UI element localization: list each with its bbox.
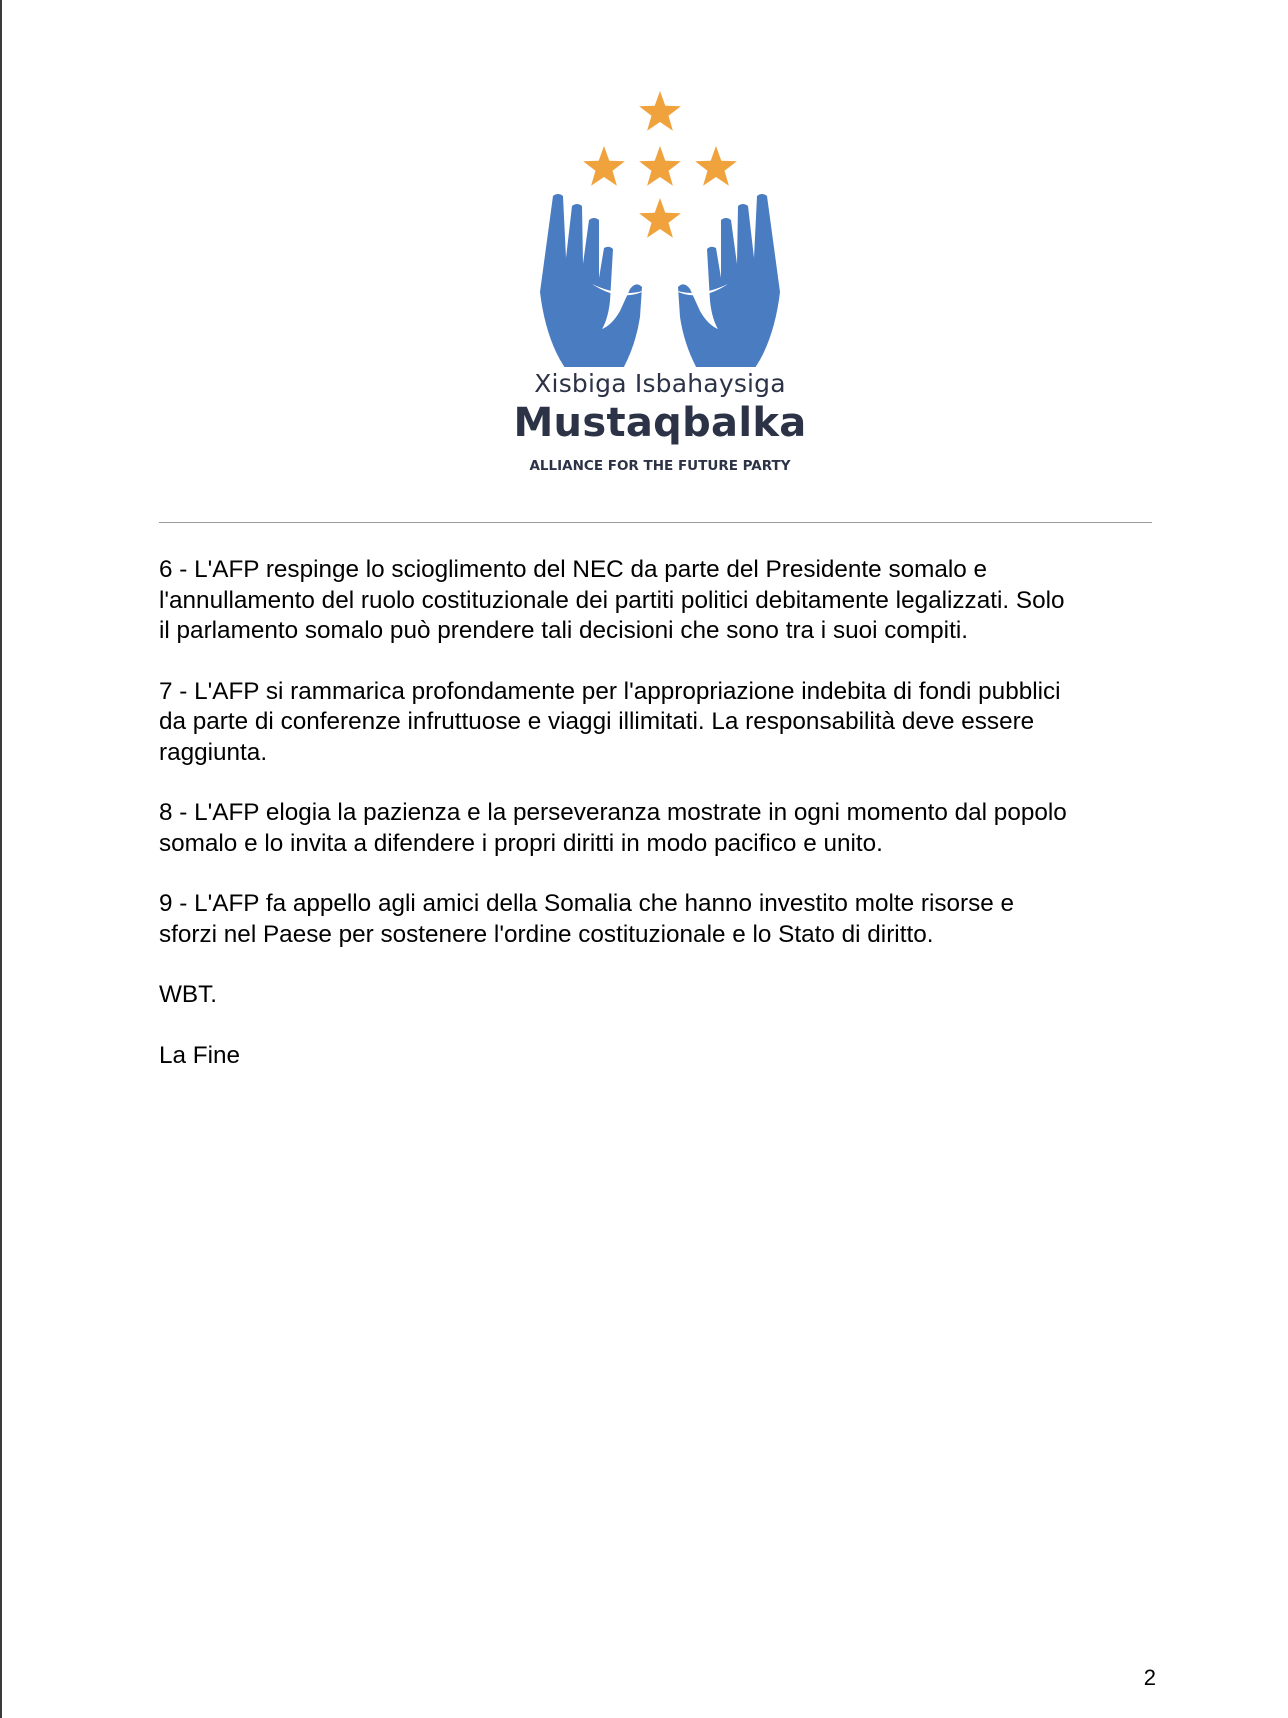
page-left-edge: [0, 0, 2, 1718]
text-line: raggiunta.: [159, 738, 268, 766]
text-line: da parte di conferenze infruttuose e viaggi illimitati. La responsabilità deve essere: [159, 708, 1035, 735]
text-line: 8 - L'AFP elogia la pazienza e la perseveranza mostrate in ogni momento dal popolo: [159, 799, 1067, 826]
star-left-icon: [583, 146, 625, 186]
document-body: [159, 555, 1159, 1101]
text-line: 6 - L'AFP respinge lo scioglimento del NEC da parte del Presidente somalo e: [159, 556, 988, 583]
text-line: il parlamento somalo può prendere tali decisioni che sono tra i suoi compiti.: [159, 617, 968, 644]
star-top-icon: [639, 91, 681, 131]
closing-wbt: [159, 980, 1159, 1011]
logo-name-somali: Xisbiga Isbahaysiga: [534, 369, 786, 398]
paragraph-9: [159, 889, 1159, 950]
text-line: La Fine: [159, 1041, 241, 1069]
closing-la-fine: [159, 1041, 1159, 1072]
hands-holding-stars-icon: [510, 82, 810, 367]
logo-name-english: ALLIANCE FOR THE FUTURE PARTY: [529, 458, 791, 474]
page-number: 2: [1143, 1665, 1156, 1690]
header-divider: [159, 522, 1152, 523]
star-right-icon: [695, 146, 737, 186]
text-line: somalo e lo invita a difendere i propri diritti in modo pacifico e unito.: [159, 829, 883, 857]
logo-name-main: Mustaqbalka: [513, 400, 807, 446]
paragraph-8: [159, 798, 1159, 859]
paragraph-7: [159, 677, 1159, 769]
text-line: 7 - L'AFP si rammarica profondamente per l'appropriazione indebita di fondi pubblici: [159, 677, 1061, 705]
text-line: l'annullamento del ruolo costituzionale dei partiti politici debitamente legalizzati. Solo: [159, 586, 1065, 614]
paragraph-6: [159, 555, 1159, 647]
party-logo: [510, 82, 810, 482]
star-bottom-icon: [639, 198, 681, 238]
star-center-icon: [639, 146, 681, 186]
text-line: 9 - L'AFP fa appello agli amici della Somalia che hanno investito molte risorse e: [159, 890, 1015, 917]
text-line: sforzi nel Paese per sostenere l'ordine costituzionale e lo Stato di diritto.: [159, 920, 934, 948]
text-line: WBT.: [159, 981, 218, 1008]
